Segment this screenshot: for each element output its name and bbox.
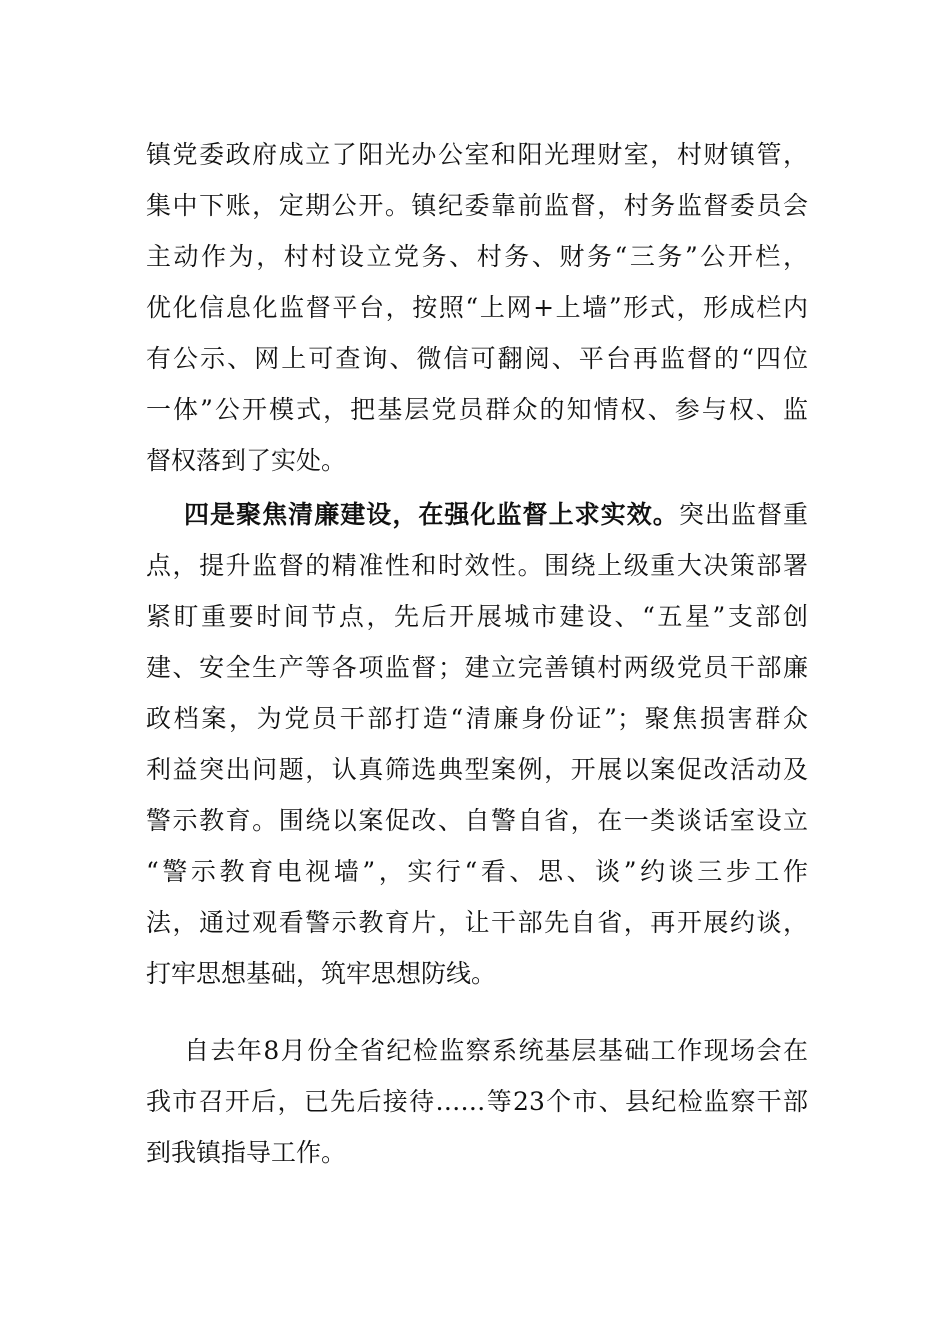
text-line: 一体”公开模式，把基层党员群众的知情权、参与权、监 (146, 395, 808, 424)
text-line: 警示教育。围绕以案促改、自警自省，在一类谈话室设立 (146, 806, 808, 835)
text-line: 打牢思想基础，筑牢思想防线。 (146, 959, 497, 988)
text-line: 点，提升监督的精准性和时效性。围绕上级重大决策部署 (146, 551, 808, 580)
text-line: 政档案，为党员干部打造“清廉身份证”；聚焦损害群众 (146, 704, 808, 733)
paragraph-3 (146, 1025, 808, 1178)
text-line: 建、安全生产等各项监督；建立完善镇村两级党员干部廉 (146, 653, 808, 682)
text-line-first (146, 489, 808, 540)
paragraph-2 (146, 489, 808, 999)
text-line: 集中下账，定期公开。镇纪委靠前监督，村务监督委员会 (146, 191, 808, 220)
text-line-first: 自去年8月份全省纪检监察系统基层基础工作现场会在 (184, 1036, 808, 1065)
text-line: 利益突出问题，认真筛选典型案例，开展以案促改活动及 (146, 755, 808, 784)
heading-continuation: 突出监督重 (678, 500, 808, 529)
text-line: 紧盯重要时间节点，先后开展城市建设、“五星”支部创 (146, 602, 808, 631)
text-line: 主动作为，村村设立党务、村务、财务“三务”公开栏， (146, 242, 808, 271)
text-line: 到我镇指导工作。 (146, 1138, 347, 1167)
text-line: 有公示、网上可查询、微信可翻阅、平台再监督的“四位 (146, 344, 808, 373)
text-line: 优化信息化监督平台，按照“上网+上墙”形式，形成栏内 (146, 293, 808, 322)
text-line: 我市召开后，已先后接待……等23个市、县纪检监察干部 (146, 1087, 808, 1116)
text-line: 督权落到了实处。 (146, 446, 347, 475)
text-line: “警示教育电视墙”，实行“看、思、谈”约谈三步工作 (146, 857, 808, 886)
text-line: 镇党委政府成立了阳光办公室和阳光理财室，村财镇管， (146, 140, 808, 169)
paragraph-1 (146, 129, 808, 486)
section-heading: 四是聚焦清廉建设，在强化监督上求实效。 (184, 500, 679, 529)
text-line: 法，通过观看警示教育片，让干部先自省，再开展约谈， (146, 908, 808, 937)
